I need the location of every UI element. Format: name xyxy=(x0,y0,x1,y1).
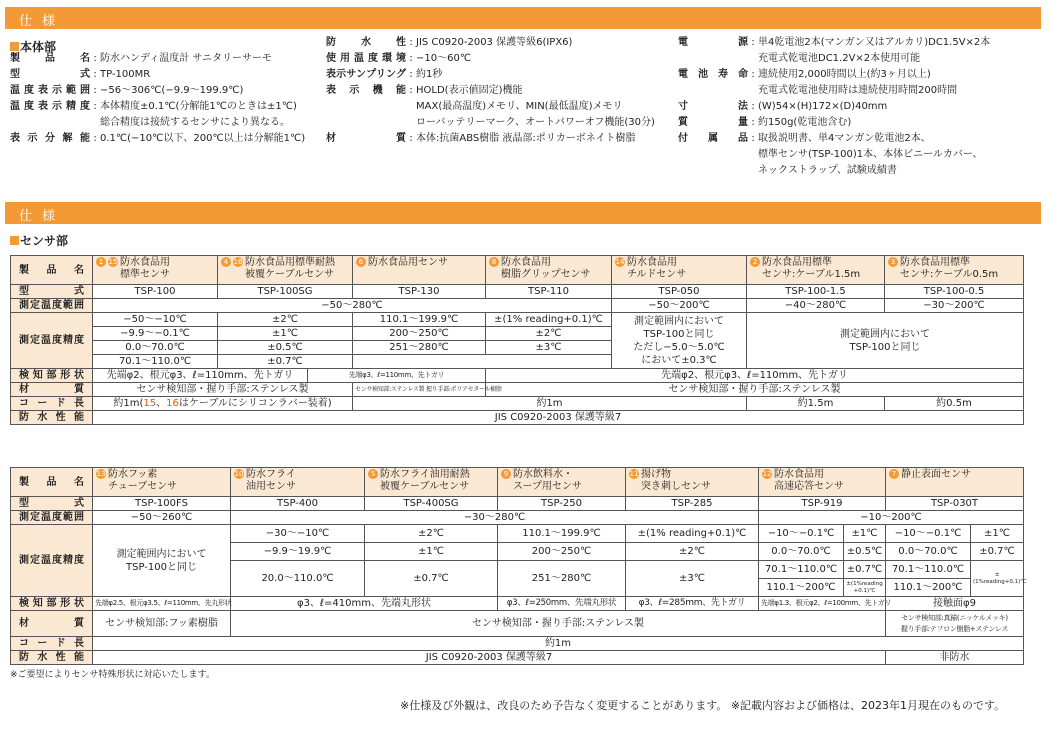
product-name: 防水食品用 xyxy=(774,469,824,480)
label-product: 製品名 xyxy=(11,256,93,285)
label-material: 材質 xyxy=(11,383,93,397)
acc-range: 200〜250℃ xyxy=(353,327,486,341)
cord-cell: 約1.5m xyxy=(747,397,885,411)
acc-range: 251〜280℃ xyxy=(498,561,626,597)
product-name2: 油用センサ xyxy=(246,481,296,492)
acc-val: ±(1%reading +0.1)℃ xyxy=(844,579,886,597)
product-name: 防水食品用センサ xyxy=(368,257,448,268)
spec-key xyxy=(326,99,406,115)
acc-chill xyxy=(612,313,747,369)
acc-range: 110.1〜199.9℃ xyxy=(353,313,486,327)
spec-key: 防水性 xyxy=(326,37,406,48)
spec-key xyxy=(326,115,406,131)
spec-header-title-2: 仕様 xyxy=(19,209,66,224)
waterproof-cell: 非防水 xyxy=(886,651,1024,665)
spec-value: 本体精度±0.1℃(分解能1℃のときは±1℃) xyxy=(100,101,297,112)
spec-colon: : xyxy=(751,101,755,112)
spec-value: 約150g(乾電池含む) xyxy=(758,117,852,128)
product-name: 防水食品用標準耐熱 xyxy=(245,257,335,268)
range-cell: −30〜200℃ xyxy=(885,299,1024,313)
spec-colon: : xyxy=(93,53,97,64)
spec-row xyxy=(326,115,655,131)
spec-row xyxy=(10,99,305,115)
spec-row xyxy=(326,99,655,115)
spec-value: 単4乾電池2本(マンガン又はアルカリ)DC1.5V×2本 xyxy=(758,37,991,48)
product-name2: チューブセンサ xyxy=(108,481,178,492)
num-badge: 10 xyxy=(234,470,244,478)
acc-range: −30〜−10℃ xyxy=(231,525,365,543)
product-cell xyxy=(365,468,498,497)
num-badge: 6 xyxy=(356,257,366,267)
cord-ref: 15 xyxy=(143,398,157,409)
spec-row xyxy=(678,163,990,179)
product-name2: 突き刺しセンサ xyxy=(641,481,711,492)
spec-row xyxy=(326,51,655,67)
product-cell xyxy=(612,256,747,285)
label-model: 型式 xyxy=(11,285,93,299)
spec-colon xyxy=(748,147,758,163)
main-spec-col3 xyxy=(678,35,990,179)
acc-val: ±2℃ xyxy=(626,543,759,561)
product-cell xyxy=(486,256,612,285)
num-badge: 2 xyxy=(750,257,760,267)
label-accuracy: 測定温度精度 xyxy=(11,525,93,597)
spec-value: HOLD(表示値固定)機能 xyxy=(416,85,523,96)
model-cell: TSP-285 xyxy=(626,497,759,511)
material-cell: センサ検知部:フッ素樹脂 xyxy=(93,611,231,637)
num-badge: 4 xyxy=(221,257,231,267)
num-badge: 13 xyxy=(96,470,106,478)
product-name: 防水フライ xyxy=(246,469,296,480)
label-waterproof: 防水性能 xyxy=(11,651,93,665)
acc-range: 70.1〜110.0℃ xyxy=(759,561,844,579)
shape-cell: φ3、ℓ=285mm、先トガリ xyxy=(626,597,759,611)
spec-colon: : xyxy=(751,117,755,128)
spec-value: 充電式乾電池DC1.2V×2本使用可能 xyxy=(758,53,921,64)
cord-text: 約1m( xyxy=(113,398,144,409)
spec-key: 温度表示精度 xyxy=(10,101,90,112)
product-name2: 標準センサ xyxy=(120,269,170,280)
range-cell: −50〜200℃ xyxy=(612,299,747,313)
spec-key: 表示機能 xyxy=(326,85,406,96)
spec-row xyxy=(10,83,305,99)
cord-cell: 約1m xyxy=(93,637,1024,651)
acc-val: ±2℃ xyxy=(486,327,612,341)
spec-value: −56〜306℃(−9.9〜199.9℃) xyxy=(100,85,244,96)
acc-range: 110.1〜200℃ xyxy=(886,579,971,597)
acc-range: 0.0〜70.0℃ xyxy=(93,341,218,355)
num-badge: 3 xyxy=(888,257,898,267)
spec-key: 表示サンプリング xyxy=(326,69,406,80)
acc-val: ±1℃ xyxy=(365,543,498,561)
shape-cell: 先端φ3、ℓ=110mm、先トガリ xyxy=(308,369,486,383)
spec-row xyxy=(678,99,990,115)
model-cell: TSP-050 xyxy=(612,285,747,299)
num-badge: 16 xyxy=(233,258,243,266)
spec-value: 標準センサ(TSP-100)1本、本体ビニールカバー、 xyxy=(758,149,983,160)
spec-row xyxy=(678,83,990,99)
shape-cell: 先端φ1.3、根元φ2、ℓ=100mm、先トガリ xyxy=(759,597,886,611)
spec-key xyxy=(678,163,748,179)
num-badge: 1 xyxy=(96,257,106,267)
spec-value: JIS C0920-2003 保護等級6(IPX6) xyxy=(416,37,573,48)
num-badge: 8 xyxy=(489,257,499,267)
spec-row xyxy=(678,35,990,51)
shape-cell: 接触面φ9 xyxy=(886,597,1024,611)
acc-range: 0.0〜70.0℃ xyxy=(759,543,844,561)
cord-ref: 16 xyxy=(166,398,179,409)
product-cell xyxy=(626,468,759,497)
spec-colon: : xyxy=(93,85,97,96)
label-cord: コード長 xyxy=(11,637,93,651)
acc-range: 70.1〜110.0℃ xyxy=(886,561,971,579)
acc-chill-line: TSP-100と同じ xyxy=(643,328,715,340)
footer-text: ※仕様及び外観は、改良のため予告なく変更することがあります。 ※記載内容および価格は、2023年1月現在のものです。 xyxy=(400,699,1006,712)
acc-range: −9.9〜19.9℃ xyxy=(231,543,365,561)
product-cell xyxy=(353,256,486,285)
label-shape: 検知部形状 xyxy=(11,597,93,611)
material-cell: センサ検知部・握り手部:ステンレス製 xyxy=(486,383,1024,397)
product-name: 防水食品用 xyxy=(120,257,170,268)
label-range: 測定温度範囲 xyxy=(11,299,93,313)
product-name: 防水飲料水・ xyxy=(513,469,573,480)
num-badge: 9 xyxy=(501,469,511,479)
cord-cell: 約0.5m xyxy=(885,397,1024,411)
sensor-title xyxy=(10,232,68,249)
product-name2: チルドセンサ xyxy=(627,269,687,280)
main-spec-col1 xyxy=(10,51,305,147)
acc-same xyxy=(93,525,231,597)
spec-key: 寸法 xyxy=(678,101,748,112)
cord-text: はケーブルにシリコンラバー装着) xyxy=(178,398,332,409)
acc-val: ±1℃ xyxy=(844,525,886,543)
acc-val: ±0.7℃ xyxy=(365,561,498,597)
spec-row xyxy=(326,83,655,99)
spec-value: 防水ハンディ温度計 サニタリーサーモ xyxy=(100,53,272,64)
spec-key xyxy=(678,83,748,99)
spec-key: 使用温度環境 xyxy=(326,53,406,64)
spec-header-bar-2 xyxy=(5,202,1041,224)
acc-val: ±2℃ xyxy=(218,313,353,327)
spec-header-title: 仕様 xyxy=(19,14,66,29)
model-cell: TSP-100SG xyxy=(218,285,353,299)
range-cell: −30〜280℃ xyxy=(231,511,759,525)
shape-cell: 先端φ2、根元φ3、ℓ=110mm、先トガリ xyxy=(486,369,1024,383)
acc-same-line: 測定範囲内において xyxy=(116,548,207,560)
product-name: 静止表面センサ xyxy=(901,469,971,480)
acc-range: 110.1〜200℃ xyxy=(759,579,844,597)
product-cell xyxy=(498,468,626,497)
cord-text: 、 xyxy=(156,398,167,409)
sensor-title-text: センサ部 xyxy=(20,234,69,248)
acc-empty xyxy=(353,355,612,369)
spec-value: ローバッテリーマーク、オートパワーオフ機能(30分) xyxy=(416,117,655,128)
model-cell: TSP-100 xyxy=(93,285,218,299)
shape-cell: 先端φ2、根元φ3、ℓ=110mm、先トガリ xyxy=(93,369,308,383)
main-unit-title-text: 本体部 xyxy=(20,40,57,54)
model-cell: TSP-400 xyxy=(231,497,365,511)
spec-colon: : xyxy=(751,69,755,80)
spec-colon: : xyxy=(409,133,413,144)
acc-chill-line: 測定範囲内において xyxy=(634,315,724,327)
label-accuracy: 測定温度精度 xyxy=(11,313,93,369)
spec-colon xyxy=(406,115,416,131)
spec-key: 製品名 xyxy=(10,53,90,64)
spec-row xyxy=(10,131,305,147)
spec-colon: : xyxy=(93,133,97,144)
acc-val: ±0.7℃ xyxy=(218,355,353,369)
label-waterproof: 防水性能 xyxy=(11,411,93,425)
num-badge: 14 xyxy=(615,258,625,266)
spec-value: (W)54×(H)172×(D)40mm xyxy=(758,101,888,112)
spec-colon xyxy=(90,115,100,131)
product-cell xyxy=(93,468,231,497)
cord-cell xyxy=(93,397,353,411)
acc-range: −10〜−0.1℃ xyxy=(886,525,971,543)
acc-range: −9.9〜−0.1℃ xyxy=(93,327,218,341)
acc-same-line: TSP-100と同じ xyxy=(126,561,197,573)
label-shape: 検知部形状 xyxy=(11,369,93,383)
product-cell xyxy=(93,256,218,285)
spec-colon xyxy=(748,163,758,179)
spec-row xyxy=(10,67,305,83)
material-cell xyxy=(886,611,1024,637)
spec-key: 電源 xyxy=(678,37,748,48)
acc-range: 251〜280℃ xyxy=(353,341,486,355)
shape-cell: 先端φ2.5、根元φ3.5、ℓ=110mm、先丸形状 xyxy=(93,597,231,611)
acc-range: −10〜−0.1℃ xyxy=(759,525,844,543)
label-model: 型式 xyxy=(11,497,93,511)
num-badge: 7 xyxy=(889,469,899,479)
spec-row xyxy=(326,131,655,147)
num-badge: 15 xyxy=(108,258,118,266)
label-product: 製品名 xyxy=(11,468,93,497)
acc-range: −50〜−10℃ xyxy=(93,313,218,327)
model-cell: TSP-250 xyxy=(498,497,626,511)
num-badge: 12 xyxy=(762,470,772,478)
acc-val: ±(1% reading+0.1)℃ xyxy=(626,525,759,543)
range-cell: −10〜200℃ xyxy=(759,511,1024,525)
acc-chill-line: において±0.3℃ xyxy=(641,354,717,366)
range-cell: −40〜280℃ xyxy=(747,299,885,313)
spec-key: 材質 xyxy=(326,133,406,144)
product-name2: 高速応答センサ xyxy=(774,481,844,492)
range-cell: −50〜280℃ xyxy=(93,299,612,313)
spec-row xyxy=(10,51,305,67)
spec-colon: : xyxy=(409,85,413,96)
spec-value: 約1秒 xyxy=(416,69,443,80)
acc-same-line: TSP-100と同じ xyxy=(849,341,921,353)
acc-val: ±1℃ xyxy=(971,525,1024,543)
model-cell: TSP-100FS xyxy=(93,497,231,511)
product-name: 揚げ物 xyxy=(641,469,671,480)
spec-colon: : xyxy=(93,101,97,112)
label-cord: コード長 xyxy=(11,397,93,411)
main-spec-col2 xyxy=(326,35,655,147)
acc-chill-line: ただし−5.0〜5.0℃ xyxy=(633,341,725,353)
acc-range: 20.0〜110.0℃ xyxy=(231,561,365,597)
spec-key: 質量 xyxy=(678,117,748,128)
product-name2: センサ:ケーブル1.5m xyxy=(762,269,861,280)
acc-val: ±0.5℃ xyxy=(218,341,353,355)
acc-range: 0.0〜70.0℃ xyxy=(886,543,971,561)
spec-colon: : xyxy=(409,37,413,48)
product-name: 防水食品用標準 xyxy=(762,257,832,268)
label-material: 材質 xyxy=(11,611,93,637)
num-badge: 5 xyxy=(368,469,378,479)
acc-val: ±(1%reading+0.1)℃ xyxy=(971,561,1024,597)
spec-row xyxy=(678,131,990,147)
range-cell: −50〜260℃ xyxy=(93,511,231,525)
shape-cell: φ3、ℓ=410mm、先端丸形状 xyxy=(231,597,498,611)
acc-val: ±0.7℃ xyxy=(971,543,1024,561)
spec-colon: : xyxy=(93,69,97,80)
sensor-table-1 xyxy=(10,255,1024,425)
spec-colon xyxy=(406,99,416,115)
model-cell: TSP-100-1.5 xyxy=(747,285,885,299)
acc-same-line: 測定範囲内において xyxy=(840,328,930,340)
acc-val: ±2℃ xyxy=(365,525,498,543)
acc-same xyxy=(747,313,1024,369)
note-text: ※ご要望によりセンサ特殊形状に対応いたします。 xyxy=(10,670,215,680)
spec-key: 温度表示範囲 xyxy=(10,85,90,96)
spec-value: 総合精度は接続するセンサにより異なる。 xyxy=(100,117,290,128)
material-cell: センサ検知部・握り手部:ステンレス製 xyxy=(93,383,353,397)
shape-cell: φ3、ℓ=250mm、先端丸形状 xyxy=(498,597,626,611)
model-cell: TSP-919 xyxy=(759,497,886,511)
product-name: 防水フッ素 xyxy=(108,469,158,480)
acc-val: ±(1% reading+0.1)℃ xyxy=(486,313,612,327)
spec-colon: : xyxy=(751,133,755,144)
model-cell: TSP-130 xyxy=(353,285,486,299)
product-name2: スープ用センサ xyxy=(513,481,582,492)
spec-key xyxy=(10,115,90,131)
product-name: 防水食品用 xyxy=(501,257,551,268)
spec-colon xyxy=(748,83,758,99)
spec-key: 型式 xyxy=(10,69,90,80)
spec-key: 表示分解能 xyxy=(10,133,90,144)
spec-colon: : xyxy=(409,53,413,64)
sensor-table-2 xyxy=(10,467,1027,665)
model-cell: TSP-030T xyxy=(886,497,1024,511)
spec-value: ネックストラップ、試験成績書 xyxy=(758,165,897,176)
spec-colon xyxy=(748,51,758,67)
spec-key xyxy=(678,147,748,163)
spec-value: 取扱説明書、単4マンガン乾電池2本、 xyxy=(758,133,931,144)
waterproof-cell: JIS C0920-2003 保護等級7 xyxy=(93,411,1024,425)
product-name2: センサ:ケーブル0.5m xyxy=(900,269,999,280)
spec-value: 本体:抗菌ABS樹脂 液晶部:ポリカーボネイト樹脂 xyxy=(416,133,636,144)
product-name: 防水フライ油用耐熱 xyxy=(380,469,470,480)
spec-value: 0.1℃(−10℃以下、200℃以上は分解能1℃) xyxy=(100,133,306,144)
num-badge: 11 xyxy=(629,470,639,478)
label-range: 測定温度範囲 xyxy=(11,511,93,525)
spec-colon: : xyxy=(409,69,413,80)
spec-row xyxy=(10,115,305,131)
material-line: センサ検知部:真鍮(ニッケルメッキ) xyxy=(901,613,1008,622)
spec-row xyxy=(678,51,990,67)
spec-colon: : xyxy=(751,37,755,48)
spec-row xyxy=(678,67,990,83)
product-name: 防水食品用 xyxy=(627,257,677,268)
spec-value: −10〜60℃ xyxy=(416,53,472,64)
acc-range: 110.1〜199.9℃ xyxy=(498,525,626,543)
spec-value: TP-100MR xyxy=(100,69,151,80)
spec-key: 電池寿命 xyxy=(678,69,748,80)
spec-header-bar xyxy=(5,7,1041,29)
product-name2: 樹脂グリップセンサ xyxy=(501,269,591,280)
acc-range: 200〜250℃ xyxy=(498,543,626,561)
spec-key: 付属品 xyxy=(678,133,748,144)
spec-value: 充電式乾電池使用時は連続使用時間200時間 xyxy=(758,85,958,96)
acc-val: ±0.5℃ xyxy=(844,543,886,561)
acc-val: ±3℃ xyxy=(486,341,612,355)
spec-key xyxy=(678,51,748,67)
model-cell: TSP-100-0.5 xyxy=(885,285,1024,299)
spec-row xyxy=(678,115,990,131)
spec-row xyxy=(678,147,990,163)
waterproof-cell: JIS C0920-2003 保護等級7 xyxy=(93,651,886,665)
spec-value: 連続使用2,000時間以上(約3ヶ月以上) xyxy=(758,69,931,80)
model-cell: TSP-110 xyxy=(486,285,612,299)
model-cell: TSP-400SG xyxy=(365,497,498,511)
product-cell xyxy=(218,256,353,285)
product-name2: 被覆ケーブルセンサ xyxy=(380,481,470,492)
spec-row xyxy=(326,67,655,83)
product-cell xyxy=(886,468,1024,497)
material-cell: センサ検知部・握り手部:ステンレス製 xyxy=(231,611,886,637)
product-cell xyxy=(885,256,1024,285)
product-cell xyxy=(747,256,885,285)
acc-val: ±1℃ xyxy=(218,327,353,341)
product-name: 防水食品用標準 xyxy=(900,257,970,268)
acc-val: ±3℃ xyxy=(626,561,759,597)
spec-row xyxy=(326,35,655,51)
material-cell: センサ検知部:ステンレス製 握り手部:ポリアセタール樹脂 xyxy=(353,383,486,397)
product-cell xyxy=(759,468,886,497)
acc-val: ±0.7℃ xyxy=(844,561,886,579)
product-cell xyxy=(231,468,365,497)
material-line: 握り手部:テフロン樹脂+ステンレス xyxy=(900,624,1009,633)
cord-cell: 約1m xyxy=(353,397,747,411)
product-name2: 被覆ケーブルセンサ xyxy=(245,269,335,280)
acc-range: 70.1〜110.0℃ xyxy=(93,355,218,369)
spec-value: MAX(最高温度)メモリ、MIN(最低温度)メモリ xyxy=(416,101,623,112)
